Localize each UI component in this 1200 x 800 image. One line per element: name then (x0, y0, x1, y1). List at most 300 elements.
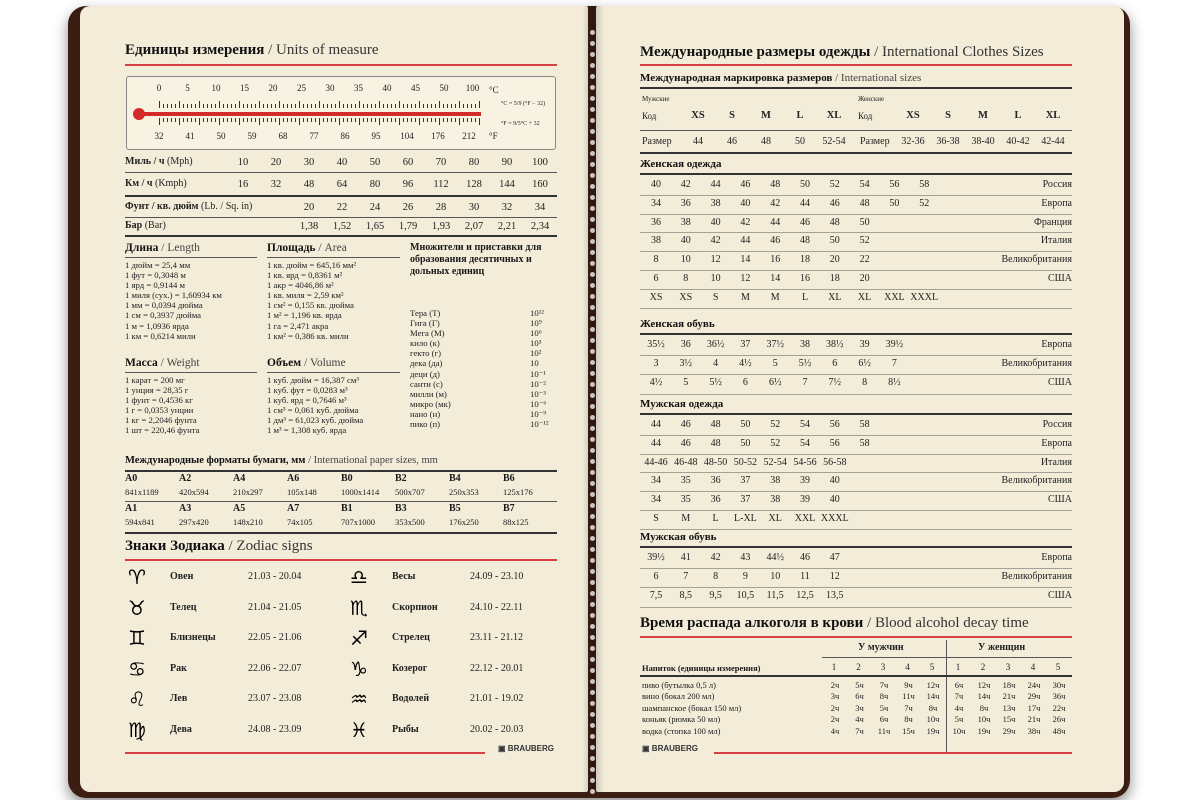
scale-tick (327, 118, 328, 122)
area-list (267, 260, 356, 341)
paper-format-size: 210x297 (233, 487, 263, 497)
scale-tick (435, 118, 436, 122)
country-label: Великобритания (1001, 254, 1072, 266)
size-cell: 10,5 (736, 590, 755, 602)
size-cell: 36 (680, 339, 691, 350)
value-cell: 10 (237, 157, 249, 168)
size-cell: 38 (680, 216, 691, 228)
list-item: 1 мм = 0,0394 дюйма (125, 300, 203, 311)
scale-tick (195, 118, 196, 122)
fahrenheit-tick: 176 (431, 131, 445, 141)
size-cell: XL (828, 291, 842, 303)
women-time: 21ч (1002, 691, 1016, 702)
scale-tick (363, 104, 364, 108)
size-cell: 10 (770, 571, 781, 583)
binding-hole (590, 283, 595, 288)
size-cell: 54 (800, 437, 810, 449)
zodiac-icon: ♊ (128, 626, 146, 650)
scale-tick (283, 118, 284, 122)
list-item: дека (да) (410, 358, 443, 369)
scale-tick (395, 104, 396, 108)
scale-tick (455, 104, 456, 108)
size-cell: 42 (740, 216, 751, 228)
list-item: 10⁻³ (530, 388, 546, 399)
unit-header: 3 (1005, 662, 1011, 672)
scale-tick (235, 104, 236, 108)
scale-tick (211, 118, 212, 122)
scale-tick (259, 101, 260, 108)
scale-tick (459, 118, 460, 125)
scale-tick (399, 118, 400, 125)
paper-format-size: 176x250 (449, 517, 479, 527)
country-label: Европа (1041, 437, 1072, 449)
zodiac-name: Стрелец (392, 632, 430, 643)
size-cell: XXXL (910, 291, 939, 303)
fahrenheit-formula: °F = 9/5°C + 32 (501, 121, 540, 127)
size-cell: XXL (794, 513, 816, 524)
paper-format-name: B1 (341, 503, 353, 514)
scale-tick (439, 101, 440, 108)
men-size-code: S (729, 110, 735, 121)
size-cell: 58 (859, 437, 870, 449)
scale-tick (431, 118, 432, 122)
scale-tick (379, 118, 380, 125)
paper-format-size: 297x420 (179, 517, 209, 527)
size-cell: XS (649, 291, 663, 303)
scale-tick (215, 104, 216, 108)
unit-header: 5 (929, 662, 935, 672)
scale-tick (387, 104, 388, 108)
size-cell: 39 (859, 339, 870, 350)
scale-tick (263, 104, 264, 108)
size-cell: 48-50 (703, 456, 728, 468)
men-time: 11ч (877, 725, 891, 736)
list-item: 10⁹ (530, 318, 542, 329)
scale-tick (451, 118, 452, 122)
size-cell: 9 (742, 571, 748, 583)
size-cell: 6 (832, 358, 838, 370)
country-label: Италия (1040, 235, 1072, 247)
size-cell: 38 (651, 235, 661, 247)
list-item: 10¹² (530, 308, 544, 318)
scale-tick (231, 104, 232, 108)
men-size-value: 48 (761, 136, 771, 147)
binding-hole (590, 118, 595, 123)
red-rule (714, 752, 1072, 754)
list-item: 10² (530, 348, 542, 359)
scale-tick (419, 101, 420, 108)
drink-name: шампанское (бокал 150 мл) (642, 702, 742, 713)
code-label-men: Код (642, 111, 657, 121)
size-cell: 44-46 (644, 456, 668, 468)
scale-tick (271, 118, 272, 122)
size-cell: 37 (740, 475, 751, 487)
list-item: 1 г = 0,0353 унции (125, 405, 194, 416)
size-cell: 50 (889, 197, 900, 209)
brand-icon: ▣ (642, 744, 650, 753)
zodiac-dates: 24.10 - 22.11 (470, 601, 523, 613)
country-label: Франция (1034, 216, 1072, 228)
zodiac-icon: ♒ (350, 687, 368, 711)
scale-tick (407, 104, 408, 108)
row-divider (640, 435, 1072, 436)
women-size-value: 36-38 (936, 136, 960, 147)
size-cell: 50-52 (733, 456, 758, 468)
binding-hole (590, 536, 595, 541)
size-cell: 5½ (709, 377, 722, 389)
scale-tick (383, 104, 384, 108)
intl-title: Международная маркировка размеров / International sizes (640, 72, 922, 84)
size-cell: 4½ (649, 377, 663, 389)
scale-tick (319, 118, 320, 125)
size-cell: 40 (829, 494, 840, 506)
scale-tick (251, 118, 252, 122)
value-cell: 2,34 (530, 221, 550, 232)
size-cell: 36 (710, 494, 721, 506)
fahrenheit-tick: 86 (340, 131, 350, 141)
men-size-code: XS (691, 110, 705, 121)
scale-tick (183, 118, 184, 122)
row-divider (640, 251, 1072, 252)
scale-tick (455, 118, 456, 122)
zodiac-dates: 22.05 - 21.06 (248, 632, 302, 643)
scale-tick (291, 104, 292, 108)
women-time: 7ч (954, 691, 964, 702)
size-cell: 6 (742, 377, 748, 389)
prefix-powers (530, 308, 548, 429)
scale-tick (395, 118, 396, 122)
scale-tick (223, 104, 224, 108)
size-cell: 52-54 (763, 456, 787, 468)
scale-tick (347, 104, 348, 108)
binding-hole (590, 569, 595, 574)
binding-hole (590, 85, 595, 90)
scale-tick (423, 118, 424, 122)
binding-hole (590, 503, 595, 508)
paper-format-size: 841x1189 (125, 487, 159, 497)
paper-format-size: 353x500 (395, 517, 425, 527)
row-divider (640, 289, 1072, 290)
size-cell: 34 (651, 494, 661, 506)
scale-tick (207, 104, 208, 108)
brand-logo: ▣ BRAUBERG (642, 744, 699, 753)
men-time: 3ч (855, 702, 864, 713)
row-divider (640, 510, 1072, 511)
list-item: 1 ярд = 0,9144 м (125, 280, 185, 291)
size-cell: 44 (651, 437, 661, 449)
scale-tick (183, 104, 184, 108)
value-cell: 70 (435, 157, 447, 168)
scale-tick (375, 118, 376, 122)
unit-header: 5 (1055, 662, 1061, 672)
scale-tick (319, 101, 320, 108)
women-size-code: XS (906, 110, 920, 121)
list-item: Гига (Г) (410, 318, 440, 329)
scale-tick (215, 118, 216, 122)
row-divider (640, 214, 1072, 215)
unit-header: 4 (1030, 662, 1036, 672)
binding-hole (590, 558, 595, 563)
value-cell: 32 (501, 202, 513, 213)
binding-hole (590, 162, 595, 167)
men-header: У мужчин (858, 642, 904, 653)
size-cell: 7½ (828, 377, 842, 389)
scale-tick (199, 101, 200, 108)
list-item: 1 м³ = 1,308 куб. ярда (267, 425, 347, 436)
size-cell: 40 (710, 216, 721, 228)
size-cell: 3 (653, 358, 659, 370)
binding-hole (590, 492, 595, 497)
binding-hole (590, 151, 595, 156)
unit-header: 1 (955, 662, 961, 672)
binding-hole (590, 140, 595, 145)
scale-tick (307, 118, 308, 122)
alcohol-title: Время распада алкоголя в крови / Blood alcohol decay time (640, 615, 1029, 631)
divider (640, 546, 1072, 548)
size-cell: 56 (829, 419, 840, 430)
country-label: Италия (1040, 456, 1072, 468)
celsius-tick: 0 (156, 83, 162, 93)
size-cell: 38 (710, 197, 721, 209)
zodiac-icon: ♐ (350, 626, 368, 650)
zodiac-icon: ♍ (128, 717, 146, 742)
celsius-unit: °C (489, 85, 499, 95)
size-cell: 46 (800, 216, 810, 228)
prefix-names (410, 308, 451, 429)
value-cell: 26 (402, 202, 414, 213)
binding-hole (590, 349, 595, 354)
paper-format-name: A3 (179, 503, 192, 514)
zodiac-name: Близнецы (170, 632, 216, 643)
binding-hole (590, 789, 595, 794)
binding-hole (590, 239, 595, 244)
binding-hole (590, 591, 595, 596)
row-divider (640, 374, 1072, 375)
list-item: 1 см² = 0,155 кв. дюйма (267, 300, 354, 311)
scale-tick (243, 118, 244, 122)
binding-hole (590, 96, 595, 101)
size-cell: 8½ (888, 377, 901, 389)
value-cell: 160 (532, 179, 548, 190)
zodiac-name: Скорпион (392, 601, 438, 613)
size-cell: 54 (859, 179, 870, 190)
country-label: США (1048, 494, 1072, 506)
list-item: 1 км² = 0,386 кв. мили (267, 330, 349, 341)
scale-tick (255, 104, 256, 108)
women-time: 14ч (977, 691, 991, 702)
list-item: пико (п) (410, 419, 441, 430)
thermometer-mercury (141, 112, 481, 116)
scale-tick (427, 104, 428, 108)
binding-hole (590, 327, 595, 332)
binding-hole (590, 756, 595, 761)
scale-tick (159, 118, 160, 125)
unit-header: 2 (856, 662, 861, 672)
size-cell: 13,5 (826, 590, 844, 602)
scale-tick (275, 118, 276, 122)
divider (125, 172, 557, 173)
row-divider (640, 394, 1072, 395)
celsius-tick: 20 (268, 83, 278, 93)
paper-format-name: B3 (395, 503, 407, 514)
size-cell: 9,5 (709, 590, 722, 602)
divider (640, 87, 1072, 89)
value-cell: 1,79 (398, 221, 418, 232)
divider (267, 257, 400, 258)
scale-tick (407, 118, 408, 122)
value-cell: 64 (336, 179, 348, 190)
size-cell: 37 (740, 494, 751, 506)
size-cell: XL (857, 291, 872, 303)
size-cell: 50 (800, 179, 810, 190)
women-size-code: XL (1045, 110, 1061, 121)
size-cell: 7 (891, 358, 897, 370)
list-item: 1 фунт = 0,4536 кг (125, 395, 193, 406)
paper-format-size: 1000x1414 (341, 487, 380, 497)
paper-format-name: A1 (125, 503, 138, 514)
men-size-value: 44 (693, 136, 703, 147)
binding-hole (590, 426, 595, 431)
binding-hole (590, 712, 595, 717)
size-cell: 48 (859, 197, 870, 209)
volume-title: Объем / Volume (267, 357, 346, 369)
brand-logo: ▣ BRAUBERG (498, 744, 555, 753)
country-label: Европа (1041, 197, 1072, 209)
scale-tick (315, 104, 316, 108)
size-cell: 38 (770, 475, 781, 487)
paper-format-size: 125x176 (503, 487, 533, 497)
paper-format-size: 594x841 (125, 517, 155, 527)
binding-hole (590, 173, 595, 178)
women-size-value: 40-42 (1006, 136, 1030, 147)
scale-tick (295, 118, 296, 122)
size-cell: 8 (713, 571, 719, 583)
scale-tick (299, 101, 300, 108)
women-time: 29ч (1027, 691, 1041, 702)
size-cell: 50 (829, 235, 840, 247)
binding-hole (590, 52, 595, 57)
country-label: Европа (1041, 339, 1072, 350)
paper-format-name: B4 (449, 473, 461, 484)
paper-format-name: B0 (341, 473, 353, 484)
divider (125, 470, 557, 472)
scale-tick (259, 118, 260, 125)
size-cell: 40 (680, 235, 691, 247)
list-item: санти (с) (410, 378, 443, 389)
scale-tick (299, 118, 300, 125)
drink-header: Напиток (единицы измерения) (642, 663, 761, 673)
section-title: Женская обувь (640, 318, 715, 330)
row-divider (640, 454, 1072, 455)
scale-tick (411, 104, 412, 108)
scale-tick (467, 118, 468, 122)
scale-tick (191, 118, 192, 122)
list-item: 1 миля (сух.) = 1,60934 км (125, 290, 222, 301)
divider (640, 333, 1072, 335)
size-cell: 56-58 (823, 456, 847, 468)
size-cell: 7 (802, 377, 808, 389)
size-cell: 46 (770, 235, 781, 247)
size-cell: 8 (653, 254, 659, 266)
divider (125, 501, 557, 502)
size-cell: 54 (800, 419, 810, 430)
zodiac-icon: ♑ (350, 656, 368, 681)
value-cell: 96 (402, 179, 414, 190)
scale-tick (271, 104, 272, 108)
binding-hole (590, 690, 595, 695)
binding-hole (590, 129, 595, 134)
scale-tick (187, 118, 188, 122)
scale-tick (287, 118, 288, 122)
size-cell: 46 (680, 437, 691, 449)
scale-tick (287, 104, 288, 108)
scale-tick (399, 101, 400, 108)
zodiac-dates: 22.12 - 20.01 (470, 662, 524, 674)
section-title: Женская одежда (640, 158, 722, 170)
row-divider (640, 607, 1072, 608)
binding-hole (590, 448, 595, 453)
scale-tick (175, 104, 176, 108)
scale-tick (447, 104, 448, 108)
value-cell: 48 (303, 179, 315, 190)
binding-hole (590, 635, 595, 640)
women-size-code: M (978, 110, 988, 121)
fahrenheit-unit: °F (489, 131, 498, 141)
size-cell: 39 (800, 494, 810, 506)
list-item: 1 кв. дюйм = 645,16 мм² (267, 260, 357, 270)
scale-tick (415, 104, 416, 108)
paper-format-size: 250x353 (449, 487, 479, 497)
size-cell: 34 (651, 475, 661, 487)
binding-hole (590, 250, 595, 255)
men-time: 19ч (926, 725, 940, 736)
men-time: 4ч (830, 725, 840, 736)
value-cell: 24 (369, 202, 381, 213)
binding-hole (590, 404, 595, 409)
scale-tick (175, 118, 176, 122)
scale-tick (323, 118, 324, 122)
list-item: нано (н) (410, 408, 441, 419)
value-cell: 30 (303, 157, 315, 168)
binding-hole (590, 184, 595, 189)
women-time: 6ч (954, 680, 964, 690)
scale-tick (179, 101, 180, 108)
row-divider (640, 355, 1072, 356)
unit-header: 4 (905, 662, 910, 672)
scale-tick (247, 118, 248, 122)
scale-tick (439, 118, 440, 125)
scale-tick (279, 101, 280, 108)
list-item: 10⁻⁶ (530, 398, 547, 409)
size-cell: 11,5 (766, 590, 784, 602)
binding-hole (590, 514, 595, 519)
scale-tick (371, 118, 372, 122)
scale-tick (207, 118, 208, 122)
paper-format-size: 148x210 (233, 517, 263, 527)
binding-hole (590, 481, 595, 486)
size-cell: 8 (683, 273, 689, 284)
scale-tick (475, 118, 476, 122)
paper-title: Международные форматы бумаги, мм / International paper sizes, mm (125, 455, 438, 466)
size-cell: 12 (829, 571, 840, 583)
binding-hole (590, 30, 595, 35)
binding-hole (590, 745, 595, 750)
size-cell: 50 (740, 419, 751, 430)
men-time: 5ч (879, 702, 889, 713)
paper-format-name: A4 (233, 473, 246, 484)
scale-tick (479, 118, 480, 125)
binding-hole (590, 41, 595, 46)
